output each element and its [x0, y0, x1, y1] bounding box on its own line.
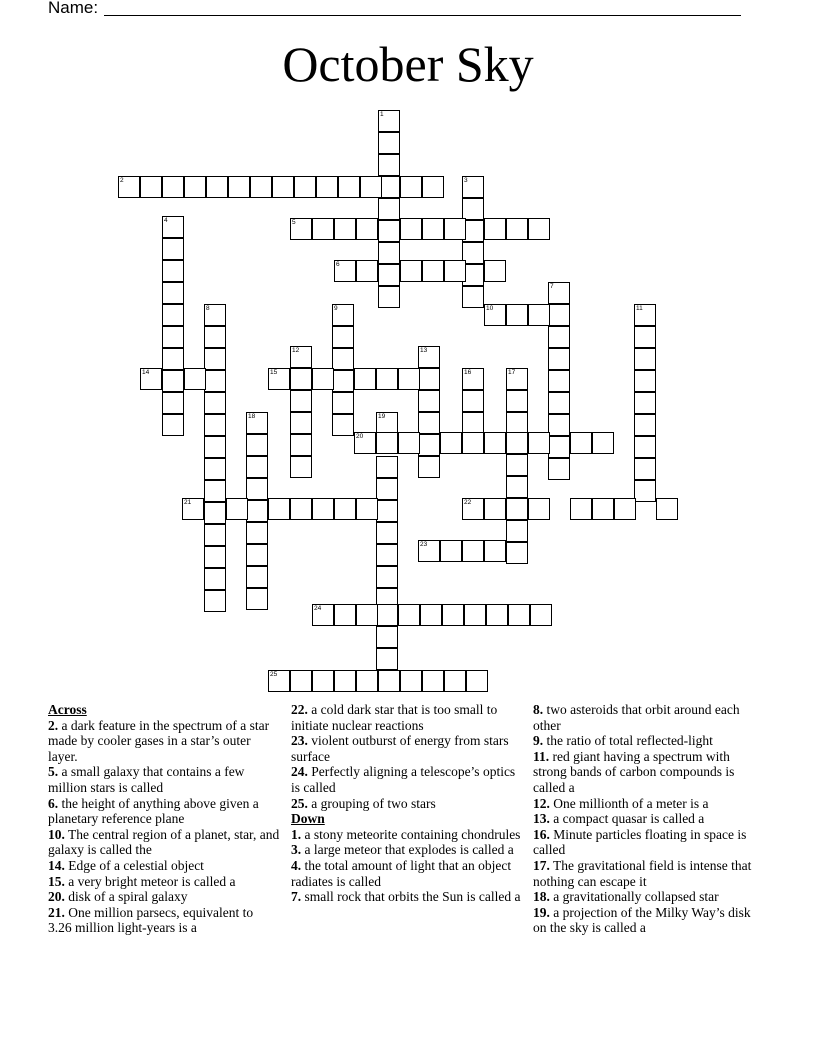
grid-cell[interactable]: [162, 282, 184, 304]
clue-item: [48, 858, 280, 874]
clue-item: [48, 827, 280, 858]
grid-cell[interactable]: [332, 326, 354, 348]
clue-item-text: small rock that orbits the Sun is called a: [304, 889, 521, 905]
clue-item-number: 25.: [291, 795, 308, 811]
grid-cell[interactable]: [444, 670, 466, 692]
grid-cell[interactable]: [376, 566, 398, 588]
clue-number-7: 7: [550, 283, 554, 290]
grid-cell[interactable]: [272, 176, 294, 198]
grid-cell[interactable]: [354, 368, 376, 390]
grid-cell[interactable]: [548, 392, 570, 414]
clue-number-2: 2: [120, 177, 124, 184]
clue-number-10: 10: [486, 305, 494, 312]
clue-item-text: disk of a spiral galaxy: [68, 889, 188, 905]
section-heading: Across: [48, 702, 87, 717]
grid-cell[interactable]: [378, 220, 400, 242]
grid-cell[interactable]: [376, 626, 398, 648]
grid-cell[interactable]: [162, 370, 184, 392]
grid-cell[interactable]: [462, 390, 484, 412]
grid-cell[interactable]: [376, 604, 398, 626]
clue-item-number: 1.: [291, 826, 302, 842]
grid-cell[interactable]: [440, 540, 462, 562]
clue-item-number: 3.: [291, 842, 302, 858]
clue-item: [291, 858, 523, 889]
grid-cell[interactable]: [440, 432, 462, 454]
grid-cell[interactable]: [204, 436, 226, 458]
clue-item-number: 4.: [291, 857, 302, 873]
clue-item-number: 13.: [533, 811, 550, 827]
clue-number-17: 17: [508, 369, 516, 376]
clue-item: [291, 827, 523, 843]
clue-item: [533, 796, 765, 812]
clue-item-text: a cold dark star that is too small to initiate nuclear reactions: [291, 702, 498, 733]
clue-item-number: 17.: [533, 857, 550, 873]
grid-cell[interactable]: [312, 368, 334, 390]
grid-cell[interactable]: [418, 434, 440, 456]
grid-cell[interactable]: [528, 218, 550, 240]
clue-item-text: a compact quasar is called a: [553, 811, 705, 827]
grid-cell[interactable]: [484, 498, 506, 520]
grid-cell[interactable]: [376, 432, 398, 454]
clue-number-15: 15: [270, 369, 278, 376]
grid-cell[interactable]: [548, 326, 570, 348]
clue-item: [48, 874, 280, 890]
grid-cell[interactable]: [332, 370, 354, 392]
clue-item-number: 16.: [533, 826, 550, 842]
grid-cell[interactable]: [204, 458, 226, 480]
clue-item: [48, 718, 280, 765]
grid-cell[interactable]: [162, 176, 184, 198]
grid-cell[interactable]: [592, 498, 614, 520]
grid-cell[interactable]: [506, 218, 528, 240]
page-title: October Sky: [282, 36, 534, 92]
grid-cell[interactable]: [204, 480, 226, 502]
clue-item-number: 19.: [533, 904, 550, 920]
clue-item: [291, 889, 523, 905]
grid-cell[interactable]: [398, 604, 420, 626]
grid-cell[interactable]: [246, 588, 268, 610]
grid-cell[interactable]: [290, 670, 312, 692]
grid-cell[interactable]: [422, 218, 444, 240]
clue-item-text: the total amount of light that an object radiates is called: [291, 857, 512, 889]
grid-cell[interactable]: [418, 412, 440, 434]
clue-item: [48, 889, 280, 905]
grid-cell[interactable]: [332, 348, 354, 370]
grid-cell[interactable]: [376, 478, 398, 500]
clue-item-number: 6.: [48, 795, 59, 811]
grid-cell[interactable]: [356, 604, 378, 626]
grid-cell[interactable]: [246, 566, 268, 588]
grid-cell[interactable]: [634, 458, 656, 480]
clue-number-19: 19: [378, 413, 386, 420]
section-heading: Down: [291, 811, 325, 827]
grid-cell[interactable]: [462, 198, 484, 220]
grid-cell[interactable]: [312, 218, 334, 240]
grid-cell[interactable]: [162, 326, 184, 348]
clue-item-number: 18.: [533, 889, 550, 905]
grid-cell[interactable]: [246, 434, 268, 456]
clue-item: [48, 905, 280, 936]
clue-item-text: The central region of a planet, star, and galaxy is called the: [48, 826, 280, 858]
grid-cell[interactable]: [614, 498, 636, 520]
grid-cell[interactable]: [422, 260, 444, 282]
grid-cell[interactable]: [634, 414, 656, 436]
clue-number-24: 24: [314, 605, 322, 612]
grid-cell[interactable]: [592, 432, 614, 454]
grid-cell[interactable]: [444, 218, 466, 240]
grid-cell[interactable]: [246, 478, 268, 500]
grid-cell[interactable]: [528, 304, 550, 326]
grid-cell[interactable]: [312, 498, 334, 520]
grid-cell[interactable]: [400, 218, 422, 240]
grid-cell[interactable]: [528, 432, 550, 454]
clue-item-text: red giant having a spectrum with strong bands of carbon compounds is called a: [533, 748, 735, 795]
clue-item-number: 24.: [291, 764, 308, 780]
grid-cell[interactable]: [204, 590, 226, 612]
grid-cell[interactable]: [462, 540, 484, 562]
clue-item: [533, 858, 765, 889]
grid-cell[interactable]: [378, 154, 400, 176]
grid-cell[interactable]: [290, 456, 312, 478]
grid-cell[interactable]: [356, 498, 378, 520]
grid-cell[interactable]: [206, 176, 228, 198]
grid-cell[interactable]: [464, 604, 486, 626]
grid-cell[interactable]: [548, 304, 570, 326]
grid-cell[interactable]: [484, 432, 506, 454]
clue-item-number: 21.: [48, 904, 65, 920]
grid-cell[interactable]: [484, 218, 506, 240]
grid-cell[interactable]: [162, 392, 184, 414]
grid-cell[interactable]: [634, 348, 656, 370]
clue-item-text: a gravitationally collapsed star: [553, 889, 719, 905]
grid-cell[interactable]: [290, 390, 312, 412]
grid-cell[interactable]: [204, 502, 226, 524]
grid-cell[interactable]: [290, 434, 312, 456]
grid-cell[interactable]: [334, 218, 356, 240]
grid-cell[interactable]: [162, 238, 184, 260]
clue-item: [291, 764, 523, 795]
clue-number-25: 25: [270, 671, 278, 678]
grid-cell[interactable]: [204, 370, 226, 392]
clue-item-text: a large meteor that explodes is called a: [304, 842, 514, 858]
grid-cell[interactable]: [418, 456, 440, 478]
clue-item-text: the ratio of total reflected-light: [546, 733, 713, 749]
grid-cell[interactable]: [506, 454, 528, 476]
clue-item-number: 2.: [48, 717, 59, 733]
grid-cell[interactable]: [442, 604, 464, 626]
grid-cell[interactable]: [466, 670, 488, 692]
grid-cell[interactable]: [334, 670, 356, 692]
grid-cell[interactable]: [422, 176, 444, 198]
clue-item-text: the height of anything above given a planetary reference plane: [48, 795, 259, 827]
grid-cell[interactable]: [484, 540, 506, 562]
grid-cell[interactable]: [338, 176, 360, 198]
grid-cell[interactable]: [378, 264, 400, 286]
grid-cell[interactable]: [250, 176, 272, 198]
grid-cell[interactable]: [204, 524, 226, 546]
clue-item-text: two asteroids that orbit around each other: [533, 702, 740, 733]
grid-cell[interactable]: [548, 436, 570, 458]
grid-cell[interactable]: [528, 498, 550, 520]
grid-cell[interactable]: [378, 242, 400, 264]
clue-item-text: a projection of the Milky Way’s disk on the sky is called a: [533, 904, 751, 936]
grid-cell[interactable]: [506, 390, 528, 412]
grid-cell[interactable]: [462, 412, 484, 434]
grid-cell[interactable]: [422, 670, 444, 692]
grid-cell[interactable]: [634, 392, 656, 414]
clue-number-3: 3: [464, 177, 468, 184]
grid-cell[interactable]: [226, 498, 248, 520]
clue-item-text: a very bright meteor is called a: [68, 873, 236, 889]
grid-cell[interactable]: [506, 498, 528, 520]
clue-number-18: 18: [248, 413, 256, 420]
grid-cell[interactable]: [400, 670, 422, 692]
grid-cell[interactable]: [376, 368, 398, 390]
grid-cell[interactable]: [444, 260, 466, 282]
grid-cell[interactable]: [548, 348, 570, 370]
clue-number-8: 8: [206, 305, 210, 312]
grid-cell[interactable]: [312, 670, 334, 692]
grid-cell[interactable]: [378, 198, 400, 220]
clue-item-text: The gravitational field is intense that nothing can escape it: [533, 857, 752, 889]
clue-item-number: 5.: [48, 764, 59, 780]
name-label: Name:: [48, 0, 99, 17]
grid-cell[interactable]: [268, 498, 290, 520]
grid-cell[interactable]: [316, 176, 338, 198]
clue-item-number: 15.: [48, 873, 65, 889]
grid-cell[interactable]: [398, 368, 420, 390]
clue-number-6: 6: [336, 261, 340, 268]
grid-cell[interactable]: [398, 432, 420, 454]
grid-cell[interactable]: [376, 456, 398, 478]
clue-item-text: a grouping of two stars: [311, 795, 436, 811]
grid-cell[interactable]: [548, 414, 570, 436]
grid-cell[interactable]: [420, 604, 442, 626]
clue-item-text: a small galaxy that contains a few million stars is called: [48, 764, 245, 795]
grid-cell[interactable]: [246, 500, 268, 522]
clue-item: [48, 764, 280, 795]
clue-item: [533, 905, 765, 936]
grid-cell[interactable]: [506, 432, 528, 454]
clue-item: [291, 796, 523, 812]
clue-item: [533, 749, 765, 796]
grid-cell[interactable]: [634, 480, 656, 502]
clue-item-text: One millionth of a meter is a: [553, 795, 709, 811]
grid-cell[interactable]: [360, 176, 382, 198]
grid-cell[interactable]: [634, 370, 656, 392]
clue-number-13: 13: [420, 347, 428, 354]
clue-item-text: violent outburst of energy from stars surface: [291, 733, 509, 764]
grid-cell[interactable]: [332, 414, 354, 436]
clue-number-21: 21: [184, 499, 192, 506]
grid-cell[interactable]: [204, 326, 226, 348]
clue-item-number: 20.: [48, 889, 65, 905]
clue-item-number: 9.: [533, 733, 544, 749]
grid-cell[interactable]: [246, 544, 268, 566]
grid-cell[interactable]: [508, 604, 530, 626]
grid-cell[interactable]: [204, 546, 226, 568]
grid-cell[interactable]: [184, 176, 206, 198]
grid-cell[interactable]: [332, 392, 354, 414]
clue-item-number: 22.: [291, 702, 308, 717]
grid-cell[interactable]: [246, 522, 268, 544]
grid-cell[interactable]: [290, 412, 312, 434]
grid-cell[interactable]: [294, 176, 316, 198]
grid-cell[interactable]: [570, 432, 592, 454]
clue-number-11: 11: [636, 305, 643, 312]
clue-item-text: a dark feature in the spectrum of a star made by cooler gases in a star’s outer layer.: [48, 717, 270, 764]
grid-cell[interactable]: [634, 436, 656, 458]
clues-column-2: [291, 702, 523, 905]
clue-item-text: One million parsecs, equivalent to 3.26 million light-years is a: [48, 904, 254, 936]
grid-cell[interactable]: [378, 670, 400, 692]
grid-cell[interactable]: [548, 370, 570, 392]
grid-cell[interactable]: [530, 604, 552, 626]
grid-cell[interactable]: [162, 414, 184, 436]
grid-cell[interactable]: [570, 498, 592, 520]
grid-cell[interactable]: [506, 542, 528, 564]
grid-cell[interactable]: [204, 414, 226, 436]
clue-item: [291, 702, 523, 733]
clue-item-number: 10.: [48, 826, 65, 842]
clue-item: [533, 889, 765, 905]
clue-number-1: 1: [380, 111, 384, 118]
clue-item: [533, 702, 765, 733]
grid-cell[interactable]: [506, 520, 528, 542]
grid-cell[interactable]: [418, 368, 440, 390]
grid-cell[interactable]: [376, 544, 398, 566]
grid-cell[interactable]: [548, 458, 570, 480]
grid-cell[interactable]: [184, 368, 206, 390]
clue-item-text: Minute particles floating in space is called: [533, 826, 747, 858]
clue-item-number: 11.: [533, 748, 550, 764]
grid-cell[interactable]: [506, 412, 528, 434]
grid-cell[interactable]: [506, 476, 528, 498]
grid-cell[interactable]: [656, 498, 678, 520]
grid-cell[interactable]: [462, 286, 484, 308]
clues-column-1: [48, 702, 280, 936]
clue-number-20: 20: [356, 433, 364, 440]
grid-cell[interactable]: [356, 260, 378, 282]
clue-item: [291, 842, 523, 858]
clue-item-number: 23.: [291, 733, 308, 749]
grid-cell[interactable]: [228, 176, 250, 198]
clue-number-14: 14: [142, 369, 150, 376]
clue-item-number: 8.: [533, 702, 544, 717]
clue-item: [291, 733, 523, 764]
grid-cell[interactable]: [400, 176, 422, 198]
clue-item: [48, 796, 280, 827]
grid-cell[interactable]: [400, 260, 422, 282]
clue-item-text: Edge of a celestial object: [68, 857, 204, 873]
clue-item-number: 12.: [533, 795, 550, 811]
grid-cell[interactable]: [484, 260, 506, 282]
grid-cell[interactable]: [418, 390, 440, 412]
grid-cell[interactable]: [378, 286, 400, 308]
grid-cell[interactable]: [162, 260, 184, 282]
grid-cell[interactable]: [378, 132, 400, 154]
clue-item-number: 14.: [48, 857, 65, 873]
grid-cell[interactable]: [462, 432, 484, 454]
clue-number-9: 9: [334, 305, 338, 312]
clues-column-3: [533, 702, 765, 936]
clue-item: [533, 827, 765, 858]
grid-cell[interactable]: [246, 456, 268, 478]
grid-cell[interactable]: [162, 304, 184, 326]
grid-cell[interactable]: [376, 648, 398, 670]
grid-cell[interactable]: [334, 604, 356, 626]
grid-cell[interactable]: [290, 368, 312, 390]
clue-number-22: 22: [464, 499, 472, 506]
grid-cell[interactable]: [356, 218, 378, 240]
clue-item: [533, 733, 765, 749]
clue-number-23: 23: [420, 541, 428, 548]
clue-number-4: 4: [164, 217, 168, 224]
clue-item-number: 7.: [291, 889, 302, 905]
grid-cell[interactable]: [334, 498, 356, 520]
grid-cell[interactable]: [376, 522, 398, 544]
clue-item: [533, 811, 765, 827]
grid-cell[interactable]: [506, 304, 528, 326]
grid-cell[interactable]: [634, 326, 656, 348]
grid-cell[interactable]: [162, 348, 184, 370]
clue-item-text: Perfectly aligning a telescope’s optics is called: [291, 764, 516, 795]
grid-cell[interactable]: [204, 568, 226, 590]
grid-cell[interactable]: [486, 604, 508, 626]
clue-number-16: 16: [464, 369, 472, 376]
clue-number-12: 12: [292, 347, 300, 354]
grid-cell[interactable]: [290, 498, 312, 520]
clue-item-text: a stony meteorite containing chondrules: [304, 826, 521, 842]
clue-number-5: 5: [292, 219, 296, 226]
grid-cell[interactable]: [204, 392, 226, 414]
grid-cell[interactable]: [204, 348, 226, 370]
grid-cell[interactable]: [376, 500, 398, 522]
grid-cell[interactable]: [140, 176, 162, 198]
grid-cell[interactable]: [356, 670, 378, 692]
